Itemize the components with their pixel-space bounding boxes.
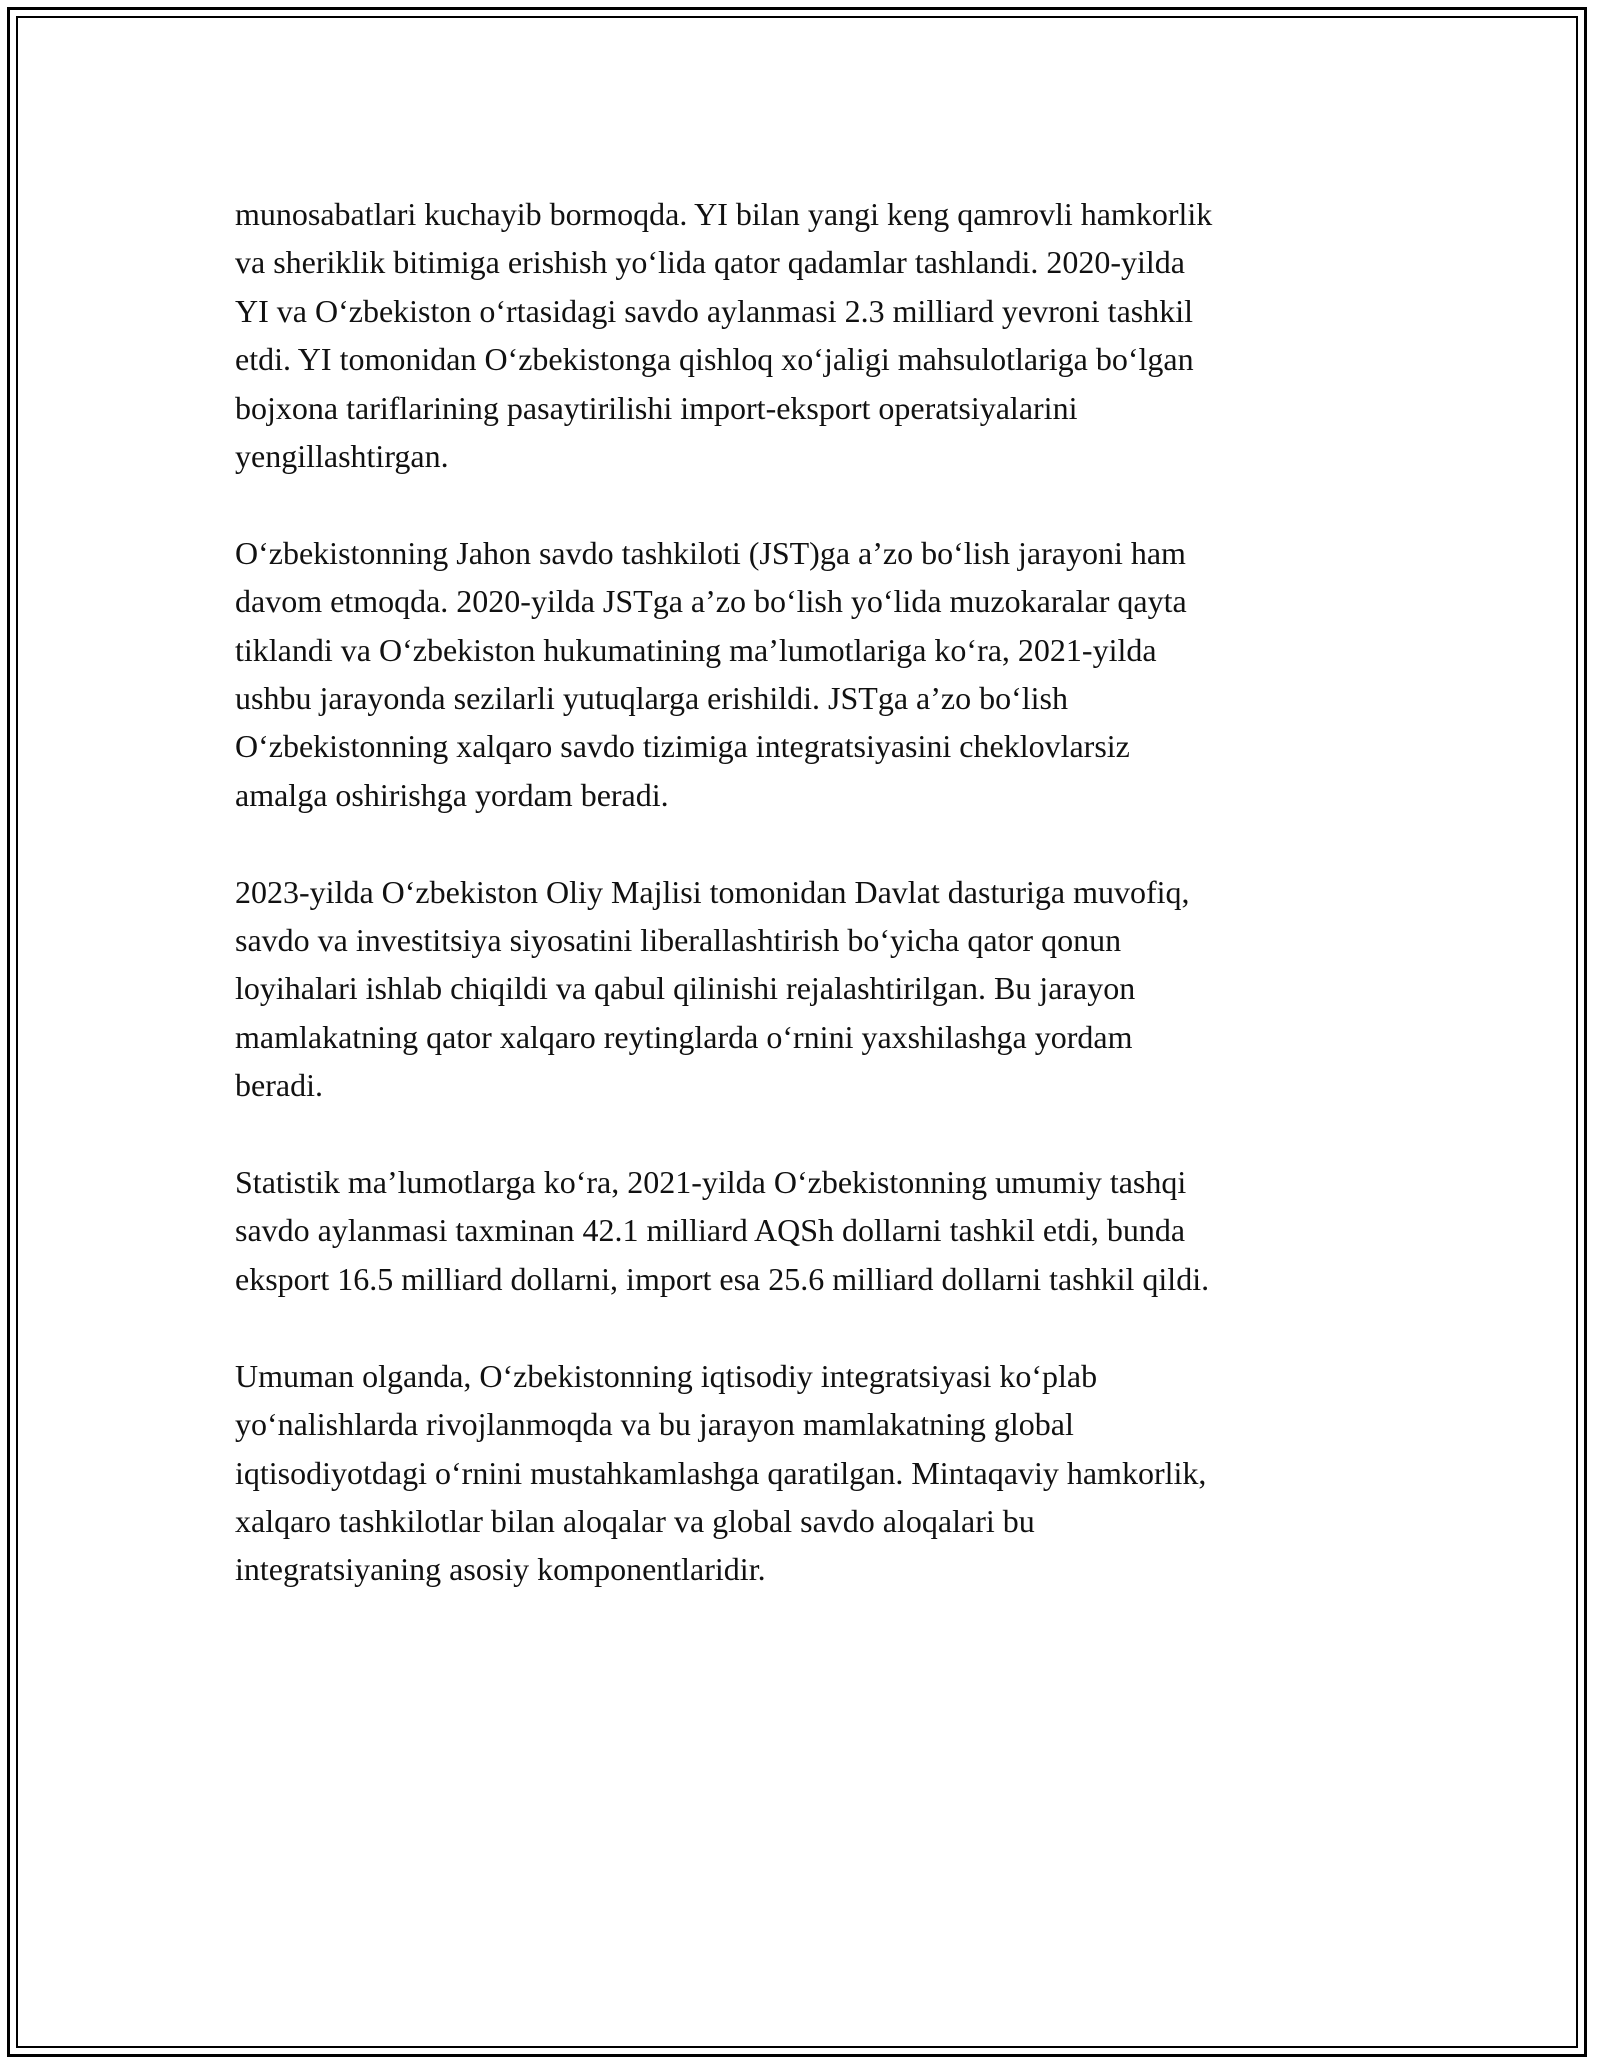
paragraph-trade-statistics: Statistik ma’lumotlarga ko‘ra, 2021-yilda O‘zbekistonning umumiy tashqi savdo aylanmasi taxminan 42.1 milliard AQSh dollarni tashkil etdi, bunda eksport 16.5 milliard dollarni, import esa 25.6 milliard dollarni tashkil qildi. — [235, 1164, 1210, 1297]
document-body — [235, 190, 1375, 1642]
paragraph-conclusion: Umuman olganda, O‘zbekistonning iqtisodiy integratsiyasi ko‘plab yo‘nalishlarda rivojlanmoqda va bu jarayon mamlakatning global iqtisodiyotdagi o‘rnini mustahkamlashga qaratilgan. Mintaqaviy hamkorlik, xalqaro tashkilotlar bilan aloqalar va global savdo aloqalari bu integratsiyaning asosiy komponentlaridir. — [235, 1357, 1207, 1588]
paragraph-oliy-majlis: 2023-yilda O‘zbekiston Oliy Majlisi tomonidan Davlat dasturiga muvofiq, savdo va investitsiya siyosatini liberallashtirish bo‘yicha qator qonun loyihalari ishlab chiqildi va qabul qilinishi rejalashtirilgan. Bu jarayon mamlakatning qator xalqaro reytinglarda o‘rnini yaxshilashga yordam beradi. — [235, 873, 1190, 1104]
paragraph-eu-relations: munosabatlari kuchayib bormoqda. YI bilan yangi keng qamrovli hamkorlik va sheriklik bitimiga erishish yo‘lida qator qadamlar tashlandi. 2020-yilda YI va O‘zbekiston o‘rtasidagi savdo aylanmasi 2.3 milliard yevroni tashkil etdi. YI tomonidan O‘zbekistonga qishloq xo‘jaligi mahsulotlariga bo‘lgan bojxona tariflarining pasaytirilishi import-eksport operatsiyalarini yengillashtirgan. — [235, 196, 1213, 475]
paragraph-wto-accession: O‘zbekistonning Jahon savdo tashkiloti (JST)ga a’zo bo‘lish jarayoni ham davom etmoqda. 2020-yilda JSTga a’zo bo‘lish yo‘lida muzokaralar qayta tiklandi va O‘zbekiston hukumatining ma’lumotlariga ko‘ra, 2021-yilda ushbu jarayonda sezilarli yutuqlarga erishildi. JSTga a’zo bo‘lish O‘zbekistonning xalqaro savdo tizimiga integratsiyasini cheklovlarsiz amalga oshirishga yordam beradi. — [235, 534, 1187, 813]
